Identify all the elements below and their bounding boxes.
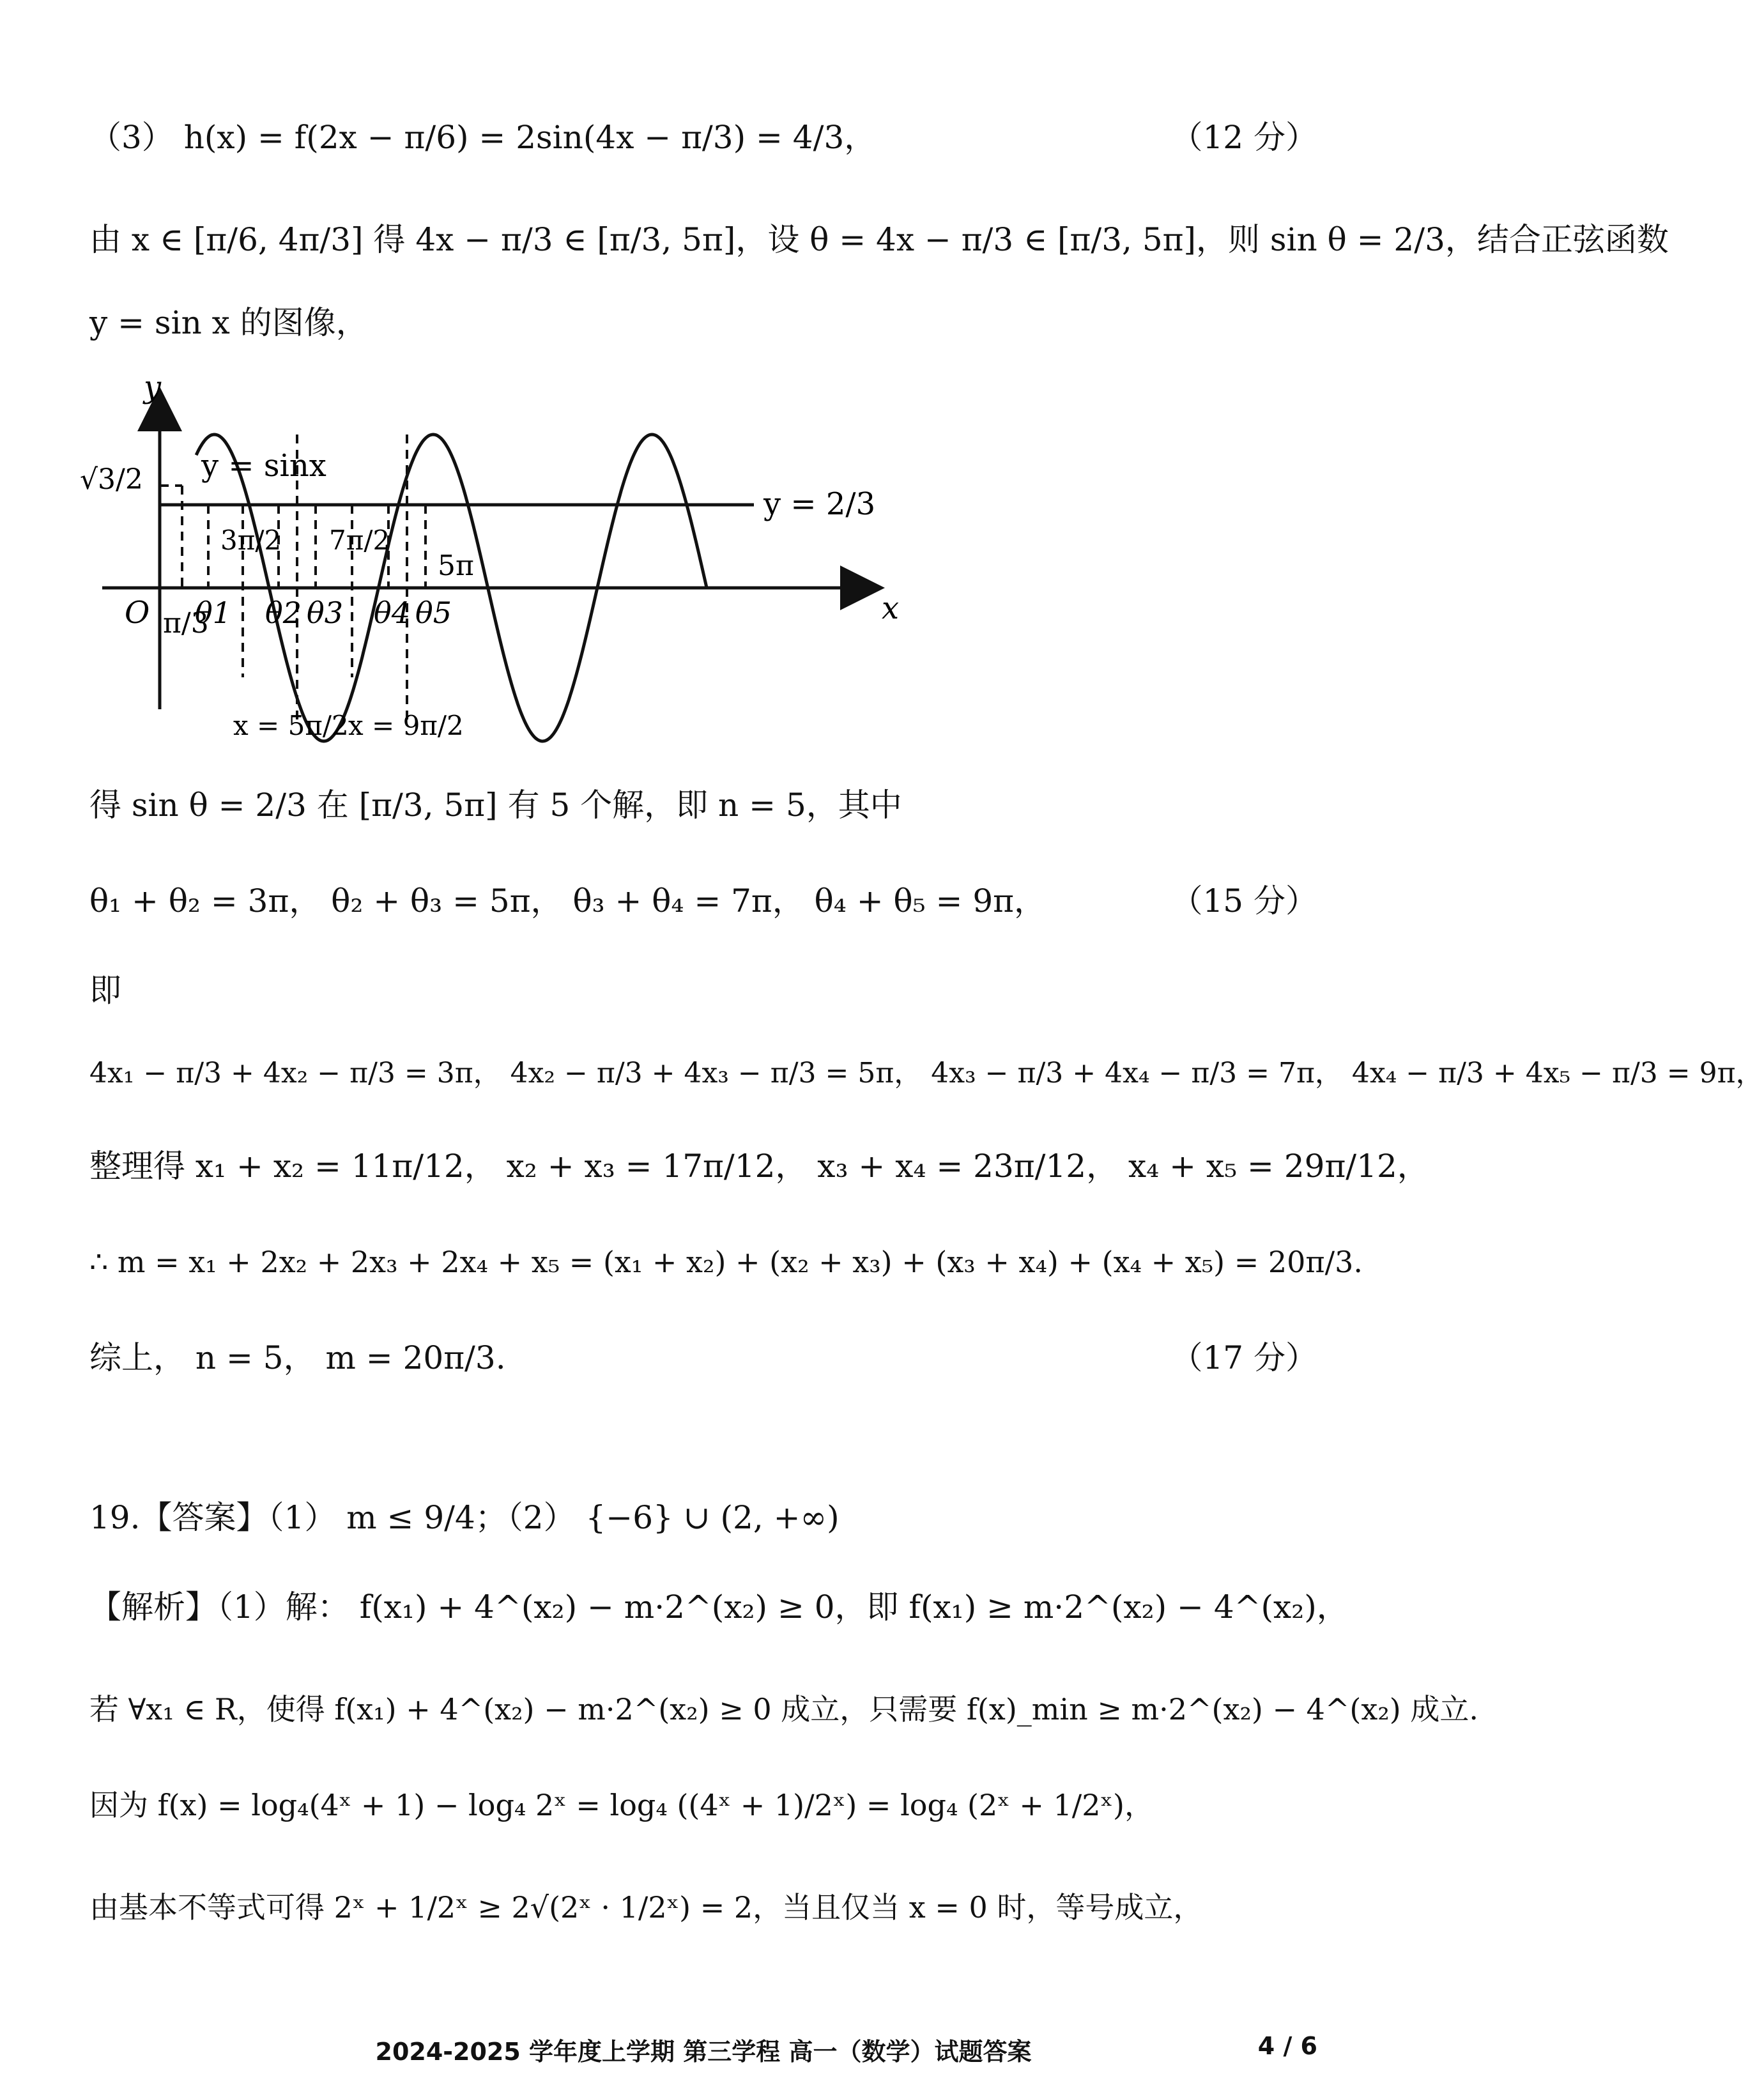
footer-page-number: 4 / 6: [1257, 2032, 1317, 2060]
theta-substitution-line: 由 x ∈ [π/6, 4π/3] 得 4x − π/3 ∈ [π/3, 5π]，设 θ = 4x − π/3 ∈ [π/3, 5π]，则 sin θ = 2/3，结合正弦函数: [89, 221, 1669, 258]
theta-sums-line: θ₁ + θ₂ = 3π， θ₂ + θ₃ = 5π， θ₃ + θ₄ = 7π， θ₄ + θ₅ = 9π，: [89, 882, 1046, 919]
theta-label-3: θ3: [307, 596, 343, 630]
x-equations-line: 4x₁ − π/3 + 4x₂ − π/3 = 3π， 4x₂ − π/3 + 4x₃ − π/3 = 5π， 4x₃ − π/3 + 4x₄ − π/3 = 7π， 4x₄ − π/3 + 4x₅ − π/3 = 9π，: [89, 1057, 1764, 1089]
page-footer: [0, 2026, 1407, 2070]
trough-label-2: 7π/2: [329, 525, 390, 556]
peak-label-1: x = 5π/2: [233, 710, 349, 741]
score-17: （17 分）: [1170, 1339, 1317, 1376]
q19-inequality-line: 由基本不等式可得 2ˣ + 1/2ˣ ≥ 2√(2ˣ · 1/2ˣ) = 2，当且仅当 x = 0 时，等号成立，: [89, 1890, 1203, 1925]
origin-label: O: [125, 595, 150, 631]
q19-answer-line: 19.【答案】（1） m ≤ 9/4；（2） {−6} ∪ (2, +∞): [89, 1499, 840, 1536]
sine-graph-intro: y = sin x 的图像，: [89, 304, 368, 341]
sine-graph-figure: [80, 369, 914, 741]
q19-condition-line: 若 ∀x₁ ∈ R，使得 f(x₁) + 4^(x₂) − m·2^(x₂) ≥ 0 成立，只需要 f(x)_min ≥ m·2^(x₂) − 4^(x₂) 成立.: [89, 1692, 1478, 1727]
theta-label-4: θ4: [374, 596, 410, 630]
score-12: （12 分）: [1170, 119, 1317, 156]
theta-label-2: θ2: [265, 596, 302, 630]
start-label: π/3: [163, 607, 209, 640]
five-solutions-line: 得 sin θ = 2/3 在 [π/3, 5π] 有 5 个解，即 n = 5，其中: [89, 787, 902, 824]
y-axis-label: y: [144, 369, 162, 405]
theta-label-1: θ1: [195, 596, 231, 630]
line-label: y = 2/3: [763, 486, 876, 522]
q19-fx-line: 因为 f(x) = log₄(4ˣ + 1) − log₄ 2ˣ = log₄ ((4ˣ + 1)/2ˣ) = log₄ (2ˣ + 1/2ˣ)，: [89, 1788, 1154, 1822]
ji-line: 即: [89, 972, 121, 1009]
footer-title: 2024-2025 学年度上学期 第三学程 高一（数学）试题答案: [375, 2038, 1032, 2066]
m-computation-line: ∴ m = x₁ + 2x₂ + 2x₃ + 2x₄ + x₅ = (x₁ + x₂) + (x₂ + x₃) + (x₃ + x₄) + (x₄ + x₅) = 20π/3.: [89, 1245, 1363, 1279]
part3-h-definition: （3） h(x) = f(2x − π/6) = 2sin(4x − π/3) = 4/3，: [89, 119, 877, 156]
x-axis-label: x: [882, 590, 900, 626]
simplified-sums-line: 整理得 x₁ + x₂ = 11π/12， x₂ + x₃ = 17π/12， x₃ + x₄ = 23π/12， x₄ + x₅ = 29π/12，: [89, 1148, 1429, 1185]
score-15: （15 分）: [1170, 882, 1317, 919]
end-label: 5π: [438, 550, 474, 582]
summary-line: 综上， n = 5， m = 20π/3.: [89, 1339, 506, 1376]
q19-analysis-line: 【解析】（1）解： f(x₁) + 4^(x₂) − m·2^(x₂) ≥ 0，即 f(x₁) ≥ m·2^(x₂) − 4^(x₂)，: [89, 1588, 1349, 1626]
theta-label-5: θ5: [415, 596, 452, 630]
curve-label: y = sinx: [201, 448, 326, 484]
trough-label-1: 3π/2: [220, 525, 282, 556]
y-tick-label: √3/2: [80, 463, 143, 496]
peak-label-2: x = 9π/2: [348, 710, 464, 741]
